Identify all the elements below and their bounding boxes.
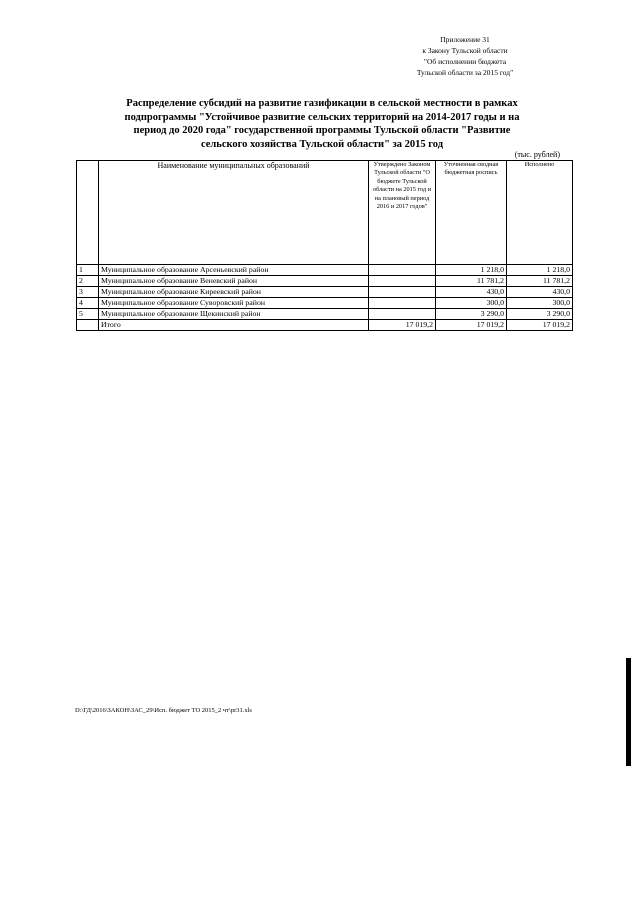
table-row [77, 265, 573, 276]
title-line-2: подпрограммы "Устойчивое развитие сельских территорий на 2014-2017 годы и на [124, 111, 520, 123]
scan-edge-mark [626, 658, 631, 766]
row-executed: 1 218,0 [507, 265, 573, 276]
header-refined: Уточненная сводная бюджетная роспись [436, 161, 507, 265]
total-approved: 17 019,2 [369, 320, 436, 331]
row-executed: 430,0 [507, 287, 573, 298]
row-executed: 300,0 [507, 298, 573, 309]
row-refined: 3 290,0 [436, 309, 507, 320]
row-executed: 3 290,0 [507, 309, 573, 320]
table-row [77, 276, 573, 287]
table-row [77, 309, 573, 320]
row-approved [369, 298, 436, 309]
title-line-3: период до 2020 года" государственной программы Тульской области "Развитие [133, 125, 511, 136]
appendix-line-2: к Закону Тульской области [422, 46, 508, 55]
row-refined: 11 781,2 [436, 276, 507, 287]
total-number [77, 320, 99, 331]
row-refined: 1 218,0 [436, 265, 507, 276]
row-executed: 11 781,2 [507, 276, 573, 287]
title-line-4: сельского хозяйства Тульской области" за 2015 год [200, 138, 444, 150]
header-number [77, 161, 99, 265]
subsidy-table [76, 160, 573, 331]
row-name: Муниципальное образование Щекинский район [99, 309, 369, 320]
appendix-line-4: Тульской области за 2015 год" [416, 68, 514, 77]
table-row [77, 298, 573, 309]
row-approved [369, 265, 436, 276]
total-name: Итого [99, 320, 369, 331]
row-name: Муниципальное образование Киреевский район [99, 287, 369, 298]
table-row [77, 287, 573, 298]
table-header-row [77, 161, 573, 265]
appendix-block [385, 34, 545, 78]
row-number: 3 [77, 287, 99, 298]
row-number: 2 [77, 276, 99, 287]
file-path-footer: D:\ГД\2016\ЗАКОН\ЗАС_29\Исп. бюджет ТО 2015_2 чт\pr31.xls [75, 707, 252, 714]
units-label: (тыс. рублей) [514, 150, 560, 159]
header-approved: Утверждено Законом Тульской области "О бюджете Тульской области на 2015 год и на плановый период 2016 и 2017 годов" [369, 161, 436, 265]
appendix-line-1: Приложение 31 [440, 35, 490, 44]
row-refined: 300,0 [436, 298, 507, 309]
row-approved [369, 276, 436, 287]
document-title [82, 97, 562, 151]
total-executed: 17 019,2 [507, 320, 573, 331]
row-number: 1 [77, 265, 99, 276]
header-executed: Исполнено [507, 161, 573, 265]
row-name: Муниципальное образование Суворовский район [99, 298, 369, 309]
row-approved [369, 287, 436, 298]
total-row [77, 320, 573, 331]
title-line-1: Распределение субсидий на развитие газификации в сельской местности в рамках [126, 98, 518, 109]
total-refined: 17 019,2 [436, 320, 507, 331]
row-name: Муниципальное образование Арсеньевский район [99, 265, 369, 276]
row-approved [369, 309, 436, 320]
row-number: 4 [77, 298, 99, 309]
appendix-line-3: "Об исполнении бюджета [423, 57, 507, 66]
row-name: Муниципальное образование Веневский район [99, 276, 369, 287]
header-name: Наименование муниципальных образований [99, 161, 369, 265]
row-refined: 430,0 [436, 287, 507, 298]
row-number: 5 [77, 309, 99, 320]
